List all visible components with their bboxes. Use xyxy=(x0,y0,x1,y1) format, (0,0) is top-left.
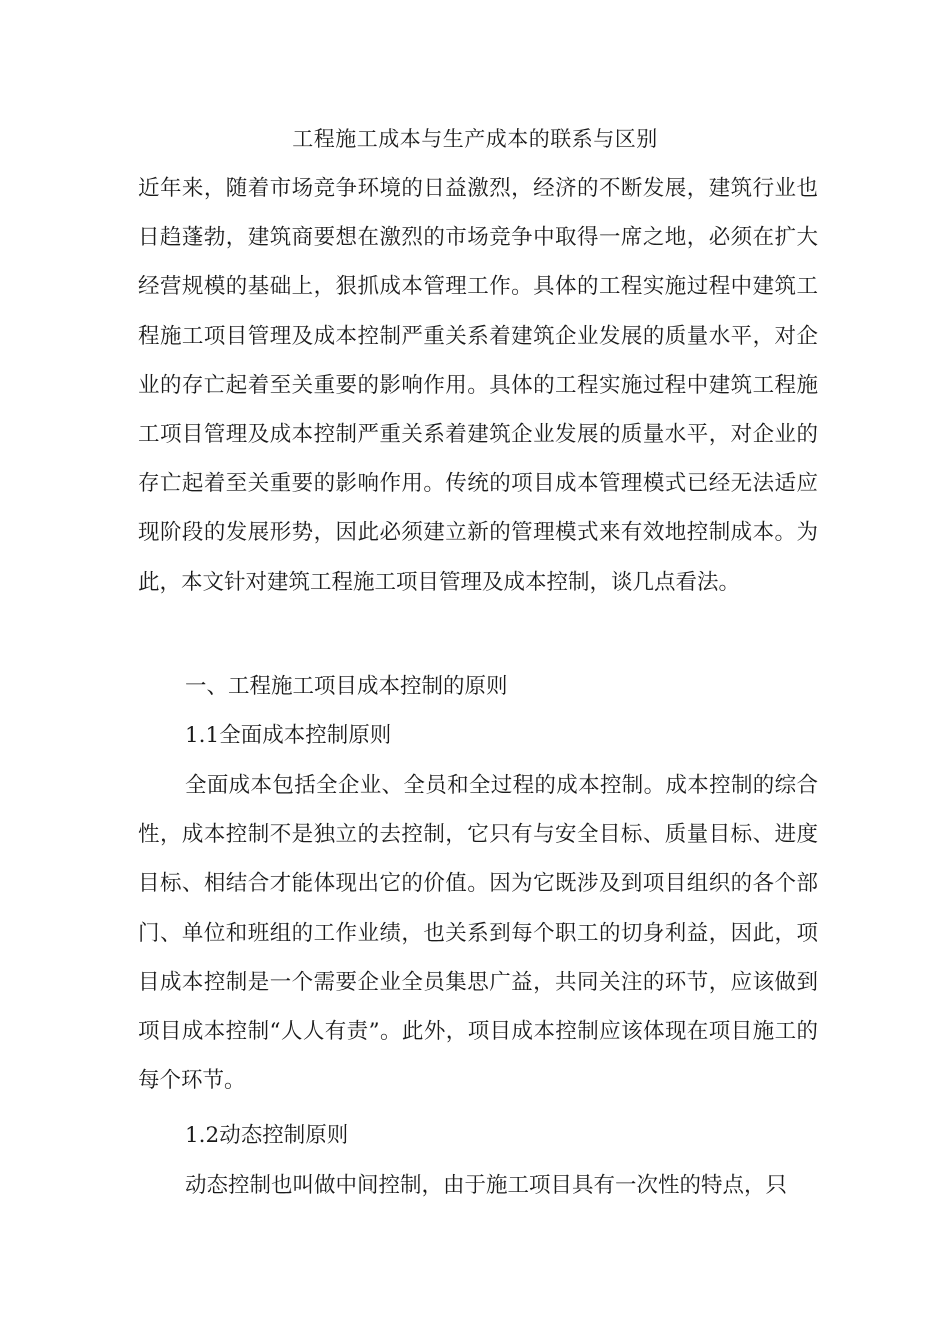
subsection-heading-1-1: 1.1全面成本控制原则 xyxy=(185,723,392,748)
subsection-1-2-body: 动态控制也叫做中间控制，由于施工项目具有一次性的特点，只 xyxy=(185,1173,788,1198)
intro-paragraph: 近年来，随着市场竞争环境的日益激烈，经济的不断发展，建筑行业也日趋蓬勃，建筑商要想在激烈的市场竞争中取得一席之地，必须在扩大经营规模的基础上，狠抓成本管理工作。具体的工程实施过程中建筑工程施工项目管理及成本控制严重关系着建筑企业发展的质量水平，对企业的存亡起着至关重要的影响作用。具体的工程实施过程中建筑工程施工项目管理及成本控制严重关系着建筑企业发展的质量水平，对企业的存亡起着至关重要的影响作用。传统的项目成本管理模式已经无法适应现阶段的发展形势，因此必须建立新的管理模式来有效地控制成本。为此，本文针对建筑工程施工项目管理及成本控制，谈几点看法。 xyxy=(138,176,818,595)
subsection-1-1-body: 全面成本包括全企业、全员和全过程的成本控制。成本控制的综合性，成本控制不是独立的去控制，它只有与安全目标、质量目标、进度目标、相结合才能体现出它的价值。因为它既涉及到项目组织的各个部门、单位和班组的工作业绩，也关系到每个职工的切身利益，因此，项目成本控制是一个需要企业全员集思广益，共同关注的环节，应该做到项目成本控制“人人有责”。此外，项目成本控制应该体现在项目施工的每个环节。 xyxy=(138,773,818,1094)
subsection-heading-1-2: 1.2动态控制原则 xyxy=(185,1123,349,1148)
document-title: 工程施工成本与生产成本的联系与区别 xyxy=(292,127,658,151)
section-heading-1: 一、工程施工项目成本控制的原则 xyxy=(185,674,508,699)
